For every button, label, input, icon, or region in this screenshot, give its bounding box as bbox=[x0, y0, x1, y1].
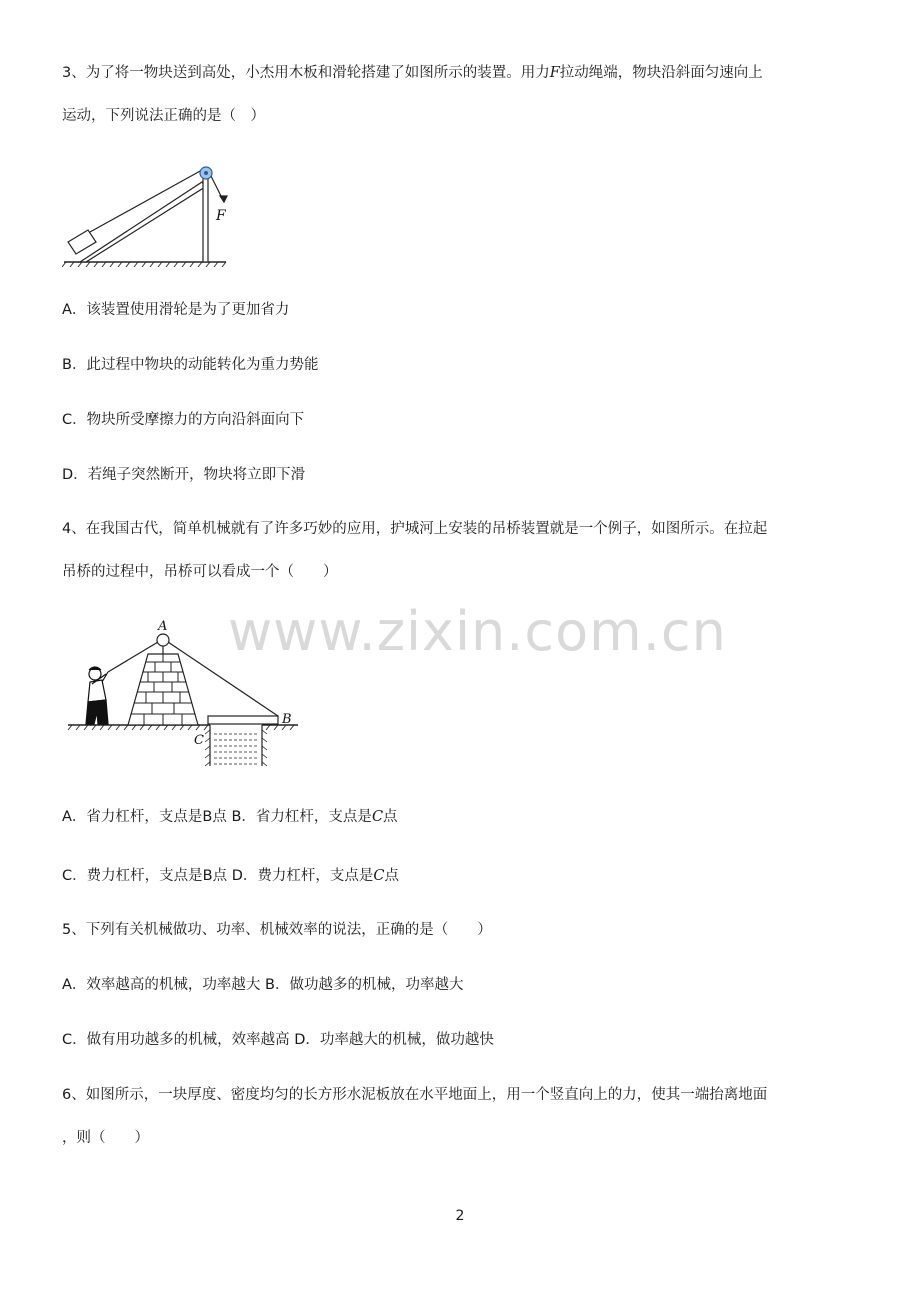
q3-stem-line1 bbox=[62, 63, 763, 83]
q5-options-row2 bbox=[62, 1030, 494, 1050]
q4-option-b-text: B．省力杠杆，支点是 bbox=[231, 809, 372, 825]
q4-option-c: C．费力杠杆，支点是B点 bbox=[62, 868, 228, 884]
q4-option-d-variable: C bbox=[373, 868, 385, 884]
page-number: 2 bbox=[455, 1208, 465, 1224]
q3-stem-part-a: 为了将一物块送到高处，小杰用木板和滑轮搭建了如图所示的装置。用力 bbox=[85, 65, 550, 81]
q3-stem-part-b: 拉动绳端，物块沿斜面匀速向上 bbox=[559, 65, 763, 81]
q4-stem-text: 在我国古代，简单机械就有了许多巧妙的应用，护城河上安装的吊桥装置就是一个例子，如图所示。在拉起 bbox=[85, 521, 768, 537]
q5-option-c: C．做有用功越多的机械，效率越高 bbox=[62, 1032, 290, 1048]
q6-stem-text: 如图所示，一块厚度、密度均匀的长方形水泥板放在水平地面上，用一个竖直向上的力，使其一端抬离地面 bbox=[85, 1087, 768, 1103]
q4-option-d-suffix: 点 bbox=[384, 868, 399, 884]
q3-option-b: B．此过程中物块的动能转化为重力势能 bbox=[62, 357, 319, 373]
q4-stem-line2: 吊桥的过程中，吊桥可以看成一个（ ） bbox=[62, 564, 338, 580]
q4-figure-label-b: B bbox=[282, 712, 292, 727]
q5-number: 5、 bbox=[62, 922, 86, 938]
q6-stem-line2: ，则（ ） bbox=[62, 1130, 149, 1146]
q3-option-a: A．该装置使用滑轮是为了更加省力 bbox=[62, 302, 290, 318]
q5-option-b: B．做功越多的机械，功率越大 bbox=[265, 977, 464, 993]
q4-figure-label-a: A bbox=[158, 619, 168, 634]
q3-number: 3、 bbox=[62, 65, 86, 81]
q6-number: 6、 bbox=[62, 1087, 86, 1103]
watermark: www.zixin.com.cn bbox=[228, 600, 727, 663]
q3-figure-force-label: F bbox=[216, 208, 226, 224]
q4-option-b bbox=[231, 809, 397, 825]
q6-stem-line1 bbox=[62, 1085, 767, 1105]
q5-stem-text: 下列有关机械做功、功率、机械效率的说法，正确的是（ ） bbox=[85, 922, 492, 938]
q3-incline-pulley-figure bbox=[62, 158, 242, 268]
q4-option-d bbox=[232, 868, 399, 884]
q5-option-a: A．效率越高的机械，功率越大 bbox=[62, 977, 261, 993]
q4-option-d-text: D．费力杠杆，支点是 bbox=[231, 868, 374, 884]
q5-option-d: D．功率越大的机械，做功越快 bbox=[294, 1032, 494, 1048]
q4-figure-label-c: C bbox=[194, 733, 204, 748]
q3-option-c: C．物块所受摩擦力的方向沿斜面向下 bbox=[62, 412, 305, 428]
q3-stem-line2: 运动，下列说法正确的是（ ） bbox=[62, 108, 265, 124]
q4-option-b-suffix: 点 bbox=[383, 809, 398, 825]
q4-stem-line1 bbox=[62, 519, 767, 539]
q5-options-row1 bbox=[62, 975, 463, 995]
q4-options-row1 bbox=[62, 807, 398, 827]
q3-stem-variable: F bbox=[549, 65, 560, 81]
q4-options-row2 bbox=[62, 866, 399, 886]
q4-option-a: A．省力杠杆，支点是B点 bbox=[62, 809, 227, 825]
q5-stem-line1 bbox=[62, 920, 492, 940]
q4-option-b-variable: C bbox=[371, 809, 384, 825]
q3-option-d: D．若绳子突然断开，物块将立即下滑 bbox=[62, 467, 306, 483]
q4-number: 4、 bbox=[62, 521, 86, 537]
